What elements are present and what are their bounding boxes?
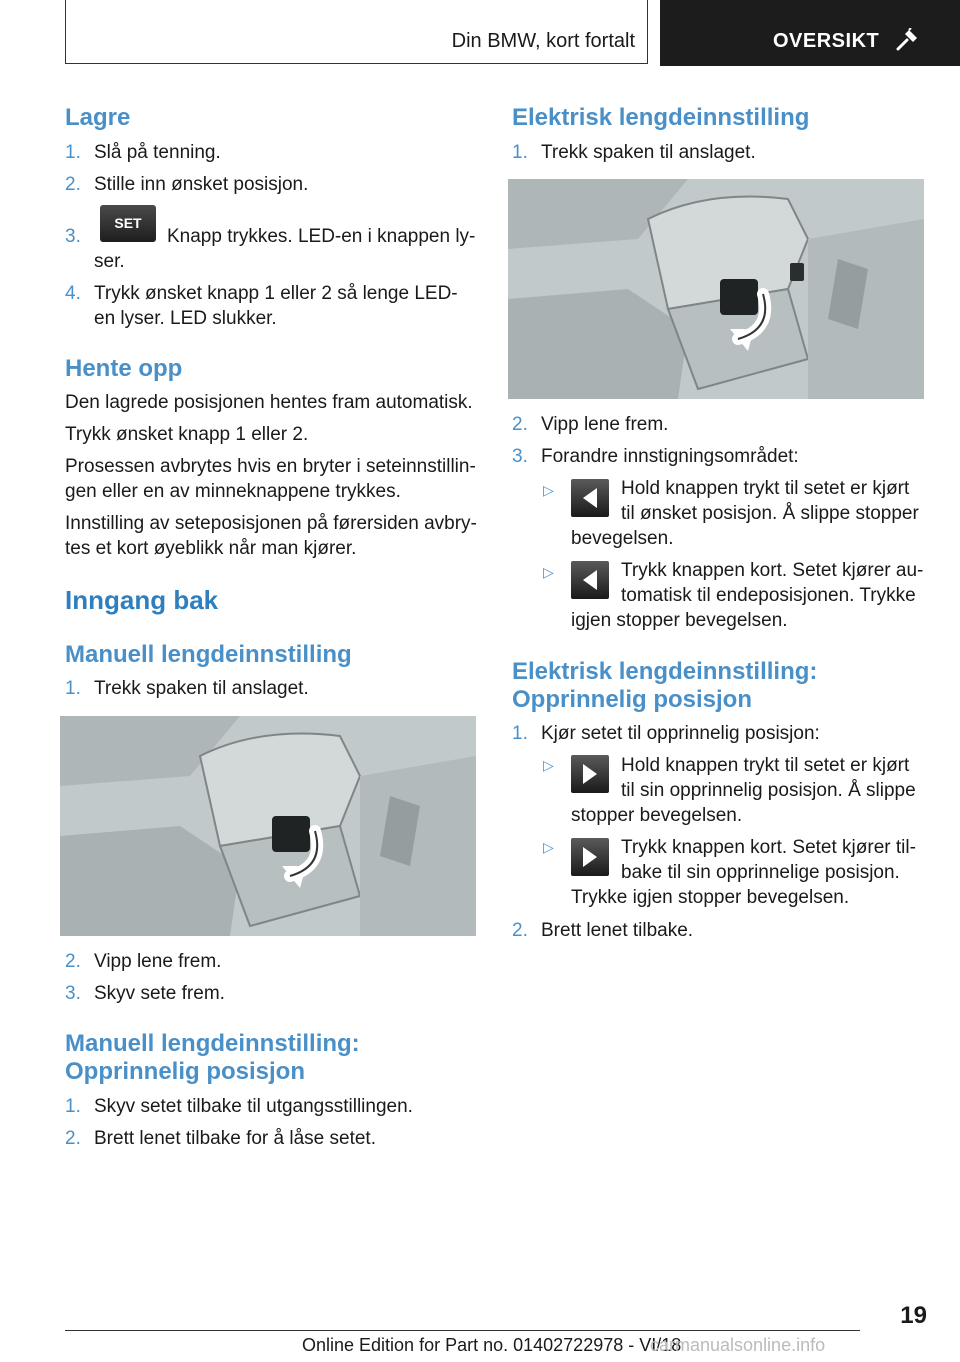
chapter-title: Din BMW, kort fortalt [451, 30, 635, 52]
list-item-text: en lyser. LED slukker. [94, 308, 277, 329]
bullet-text: Hold knappen trykt til setet er kjørt [621, 478, 910, 499]
bullet-triangle-icon: ▷ [543, 839, 554, 855]
wrench-icon [895, 28, 919, 52]
footer-edition: Online Edition for Part no. 01402722978 - VI/18 [302, 1335, 682, 1355]
heading-inngang-bak: Inngang bak [65, 585, 219, 615]
bullet-text: til sin opprinnelig posisjon. Å slippe [621, 780, 916, 801]
bullet-text: Trykk knappen kort. Setet kjører au- [621, 560, 924, 581]
bullet-text: tomatisk til endeposisjonen. Trykke [621, 585, 916, 606]
paragraph: Trykk ønsket knapp 1 eller 2. [65, 424, 309, 445]
heading-elektrisk: Elektrisk lengdeinnstilling [512, 104, 810, 131]
bullet-text: Trykk knappen kort. Setet kjører til- [621, 837, 916, 858]
heading-manuell-opprinnelig-2: Opprinnelig posisjon [65, 1058, 305, 1085]
bullet-text: Hold knappen trykt til setet er kjørt [621, 755, 910, 776]
set-button-icon: SET [100, 205, 156, 242]
bullet-text: igjen stopper bevegelsen. [571, 610, 788, 631]
heading-hente-opp: Hente opp [65, 355, 183, 382]
bullet-text: bake til sin opprinnelige posisjon. [621, 862, 900, 883]
bullet-text: bevegelsen. [571, 528, 674, 549]
bullet-text: til ønsket posisjon. Å slippe stopper [621, 503, 919, 524]
page-number: 19 [900, 1302, 927, 1329]
heading-manuell-opprinnelig: Manuell lengdeinnstilling: [65, 1030, 360, 1057]
list-item-text: Knapp trykkes. LED-en i knappen ly- [167, 226, 476, 247]
arrow-right-icon [571, 838, 609, 876]
heading-manuell: Manuell lengdeinnstilling [65, 641, 352, 668]
bullet-text: Trykke igjen stopper bevegelsen. [571, 887, 850, 908]
bullet-text: stopper bevegelsen. [571, 805, 743, 826]
paragraph: Den lagrede posisjonen hentes fram automatisk. [65, 392, 473, 413]
arrow-left-icon [571, 561, 609, 599]
list-item-text: ser. [94, 251, 125, 272]
bullet-triangle-icon: ▷ [543, 564, 554, 580]
arrow-left-icon [571, 479, 609, 517]
paragraph: Prosessen avbrytes hvis en bryter i seteinnstillin- [65, 456, 476, 477]
heading-elektrisk-opprinnelig-2: Opprinnelig posisjon [512, 686, 752, 713]
paragraph: Innstilling av seteposisjonen på førersiden avbry- [65, 513, 477, 534]
footer-divider [65, 1330, 860, 1331]
bullet-triangle-icon: ▷ [543, 482, 554, 498]
header-chapter-box [65, 0, 648, 64]
heading-lagre: Lagre [65, 104, 131, 131]
section-title: OVERSIKT [773, 30, 880, 52]
paragraph: gen eller en av minneknappene trykkes. [65, 481, 401, 502]
watermark: carmanualsonline.info [650, 1335, 826, 1355]
seat-lever-photo [60, 716, 476, 936]
seat-lever-photo-electric [508, 179, 924, 399]
arrow-right-icon [571, 755, 609, 793]
header-section-tab[interactable] [660, 0, 960, 66]
heading-elektrisk-opprinnelig: Elektrisk lengdeinnstilling: [512, 658, 818, 685]
bullet-triangle-icon: ▷ [543, 757, 554, 773]
paragraph: tes et kort øyeblikk når man kjører. [65, 538, 357, 559]
